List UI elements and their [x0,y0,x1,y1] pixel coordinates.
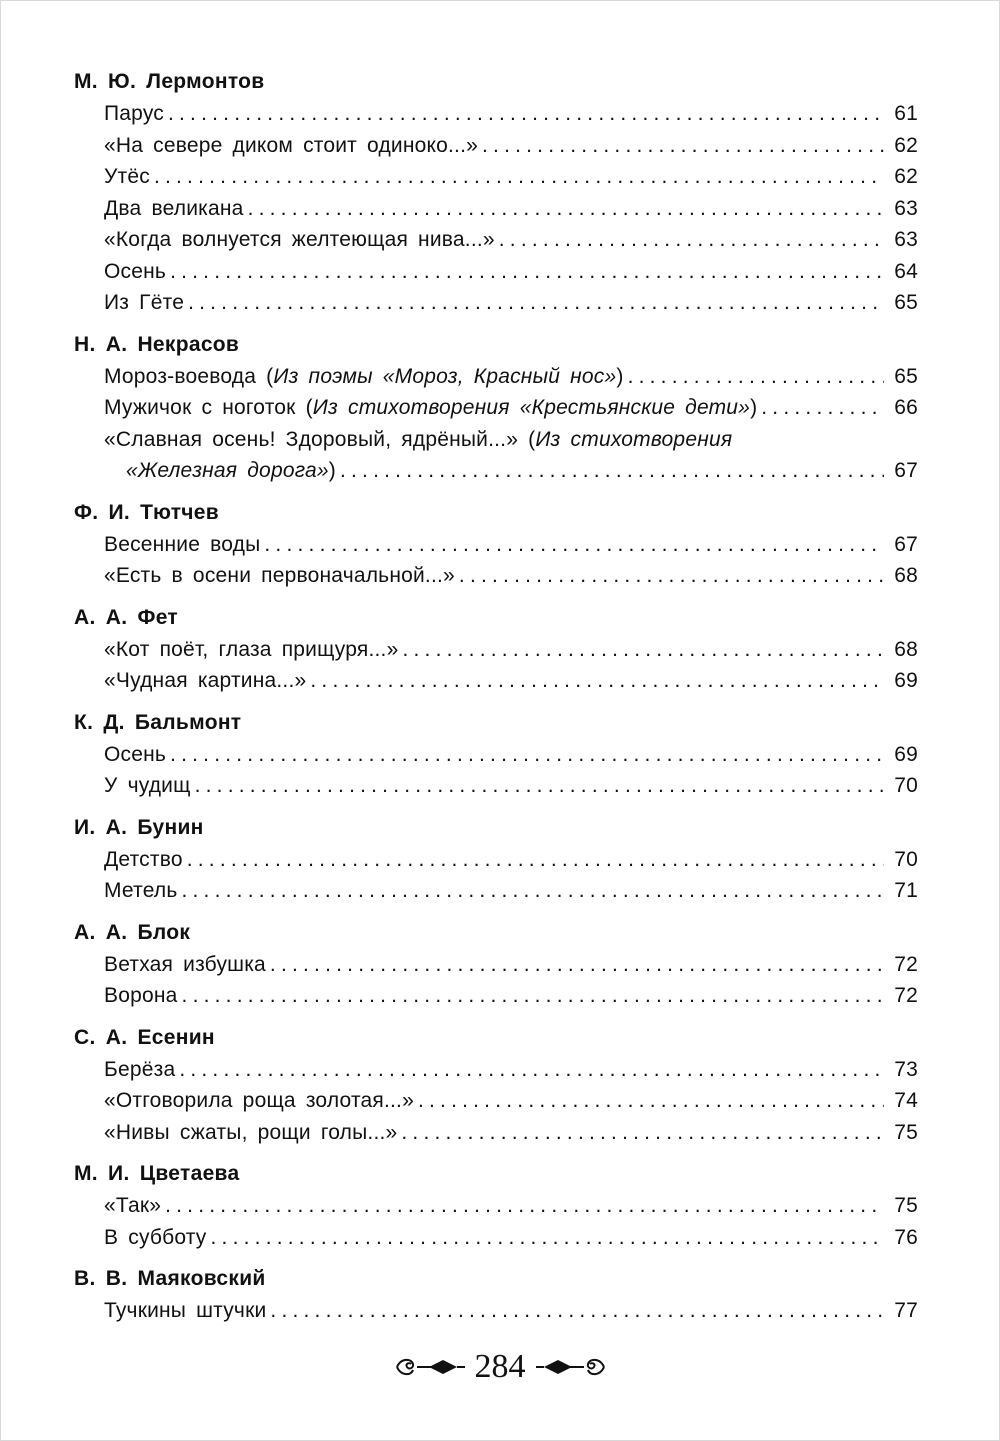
page-footer [0,1340,1000,1394]
author-heading: А. А. Блок [74,920,191,944]
entry-page-number: 77 [894,1299,918,1322]
toc-entry[interactable] [104,1190,918,1222]
entry-title [104,1085,414,1117]
entry-title-text: ) [616,364,624,388]
toc-section [74,1158,918,1253]
entry-page-number: 69 [894,742,918,766]
entry-page-number: 62 [894,165,918,188]
page-number: 284 [474,1348,526,1385]
entry-title [104,529,260,561]
entry-page-number: 72 [894,984,918,1007]
toc-entry[interactable] [104,739,918,771]
toc-entry[interactable] [104,980,918,1012]
dot-leader [264,529,884,561]
dot-leader [459,560,884,592]
entry-title [104,560,455,592]
entry-title [104,256,166,288]
entry-title-text: «Есть в осени первоначальной...» [104,564,455,587]
entry-page-number: 70 [894,774,918,797]
toc-section [74,917,918,1012]
entry-page-number: 75 [894,1120,918,1144]
entry-title-text: Мужичок с ноготок ( [104,396,313,419]
dot-leader [248,193,884,225]
toc-entry[interactable] [104,193,918,225]
dot-leader [170,739,884,771]
entry-page-number: 63 [894,196,918,220]
dot-leader [418,1085,884,1117]
toc-entry[interactable] [104,287,918,319]
dot-leader [195,770,884,802]
entry-title [104,287,184,319]
toc-section [74,602,918,697]
entry-page-number: 66 [894,396,918,419]
entry-page-number: 75 [894,1194,918,1217]
entry-title [104,665,306,697]
entry-title-text: Ветхая избушка [104,952,266,976]
toc-entry[interactable] [104,665,918,697]
toc-entry[interactable] [104,560,918,592]
left-flourish-ornament-icon [393,1352,467,1382]
entry-title [104,392,757,424]
toc-entry[interactable] [104,224,918,256]
entry-title-text: «Когда волнуется желтеющая нива...» [104,228,495,251]
entry-page-number: 68 [894,564,918,587]
entry-subtitle-italic: Из поэмы «Мороз, Красный нос» [273,364,617,388]
dot-leader [482,130,884,162]
entry-title [104,949,266,981]
dot-leader [165,1190,884,1222]
dot-leader [761,392,884,424]
author-heading: И. А. Бунин [74,815,204,839]
entry-title [104,130,478,162]
entry-page-number: 65 [894,364,918,388]
entry-page-number: 63 [894,228,918,251]
entry-title-text: «Кот поёт, глаза прищуря...» [104,637,399,661]
entry-title-text: Ворона [104,984,178,1007]
toc-entry[interactable] [104,1117,918,1149]
author-heading: С. А. Есенин [74,1025,215,1049]
entry-title-text: «Отговорила роща золотая...» [104,1089,414,1112]
entry-title [104,1295,266,1327]
entry-title-text: ) [328,459,336,482]
dot-leader [187,844,884,876]
entry-page-number: 61 [894,102,918,125]
toc-section [74,812,918,907]
dot-leader [181,875,884,907]
entry-title-text: В субботу [104,1225,207,1249]
entry-title [104,1054,175,1086]
entry-title-text: «Нивы сжаты, рощи голы...» [104,1120,398,1144]
toc-entry[interactable] [104,98,918,130]
entry-title-text: «Чудная картина...» [104,669,307,692]
toc-entry[interactable] [104,161,918,193]
toc-entry[interactable] [104,634,918,666]
entry-subtitle-italic: «Железная дорога» [126,459,329,482]
entry-title-text: Берёза [104,1057,176,1081]
dot-leader [154,161,884,193]
dot-leader [499,224,884,256]
entry-page-number: 71 [894,879,918,902]
entry-title [104,1222,207,1254]
entry-title-text: Осень [104,259,167,283]
entry-title [104,161,150,193]
toc-section [74,497,918,592]
entry-title [104,875,177,907]
entry-title-text: «Славная осень! Здоровый, ядрёный...» ( [104,427,536,451]
dot-leader [310,665,884,697]
dot-leader [340,455,884,487]
toc-entry[interactable] [104,1222,918,1254]
entry-page-number: 67 [894,532,918,556]
entry-title-text: Парус [104,102,164,125]
toc-entry[interactable] [104,529,918,561]
entry-title [104,224,495,256]
dot-leader [401,1117,884,1149]
dot-leader [170,256,884,288]
entry-title-continuation [126,455,336,487]
entry-page-number: 64 [894,259,918,283]
entry-title [104,634,398,666]
entry-title-text: Утёс [104,165,150,188]
dot-leader [182,980,884,1012]
entry-title [104,844,183,876]
entry-title [104,1190,161,1222]
author-heading: А. А. Фет [74,605,178,629]
author-heading: Ф. И. Тютчев [74,500,219,524]
author-heading: М. И. Цветаева [74,1162,240,1185]
entry-title [104,980,178,1012]
toc-section [74,707,918,802]
entry-page-number: 69 [894,669,918,692]
toc-entry[interactable] [104,1295,918,1327]
toc-entry[interactable] [104,130,918,162]
entry-page-number: 62 [894,133,918,157]
toc-entry[interactable] [104,1085,918,1117]
toc-entry[interactable] [104,770,918,802]
toc-entry[interactable] [104,424,918,487]
right-flourish-ornament-icon [534,1352,608,1382]
entry-title-text: Тучкины штучки [104,1299,267,1322]
table-of-contents [74,66,918,1337]
entry-title-text: «На севере диком стоит одиноко...» [104,133,478,157]
entry-title-text: У чудищ [104,774,191,797]
dot-leader [270,1295,884,1327]
entry-title-text: «Так» [104,1194,162,1217]
toc-entry[interactable] [104,844,918,876]
entry-page-number: 76 [894,1225,918,1249]
entry-title-text: Метель [104,879,178,902]
dot-leader [628,361,884,393]
toc-entry[interactable] [104,1054,918,1086]
toc-entry[interactable] [104,949,918,981]
dot-leader [270,949,884,981]
entry-subtitle-italic: Из стихотворения [535,427,733,451]
entry-title-text: Весенние воды [104,532,261,556]
author-heading: В. В. Маяковский [74,1267,266,1290]
entry-title-text: Детство [104,847,183,871]
entry-title [104,739,166,771]
toc-entry[interactable] [104,256,918,288]
entry-page-number: 67 [894,459,918,482]
entry-subtitle-italic: Из стихотворения «Крестьянские дети» [312,396,751,419]
entry-page-number: 70 [894,847,918,871]
dot-leader [211,1222,884,1254]
dot-leader [179,1054,884,1086]
author-heading: М. Ю. Лермонтов [74,70,265,93]
dot-leader [402,634,884,666]
toc-entry[interactable] [104,875,918,907]
entry-title [104,1117,397,1149]
entry-page-number: 73 [894,1057,918,1081]
toc-section [74,1022,918,1149]
entry-page-number: 72 [894,952,918,976]
entry-title-text: Два великана [104,196,244,220]
entry-title [104,361,624,393]
toc-section [74,66,918,319]
toc-section [74,1263,918,1327]
entry-title [104,98,164,130]
entry-title [104,424,918,456]
entry-page-number: 74 [894,1089,918,1112]
toc-entry[interactable] [104,361,918,393]
dot-leader [168,98,884,130]
entry-page-number: 65 [894,291,918,314]
toc-entry[interactable] [104,392,918,424]
author-heading: Н. А. Некрасов [74,332,240,356]
entry-title-text: Осень [104,742,167,766]
entry-title [104,193,244,225]
dot-leader [188,287,884,319]
entry-page-number: 68 [894,637,918,661]
entry-title-text: Мороз-воевода ( [104,364,274,388]
entry-title-text: Из Гёте [104,291,185,314]
entry-title [104,770,191,802]
author-heading: К. Д. Бальмонт [74,710,242,734]
toc-section [74,329,918,487]
entry-title-text: ) [750,396,758,419]
